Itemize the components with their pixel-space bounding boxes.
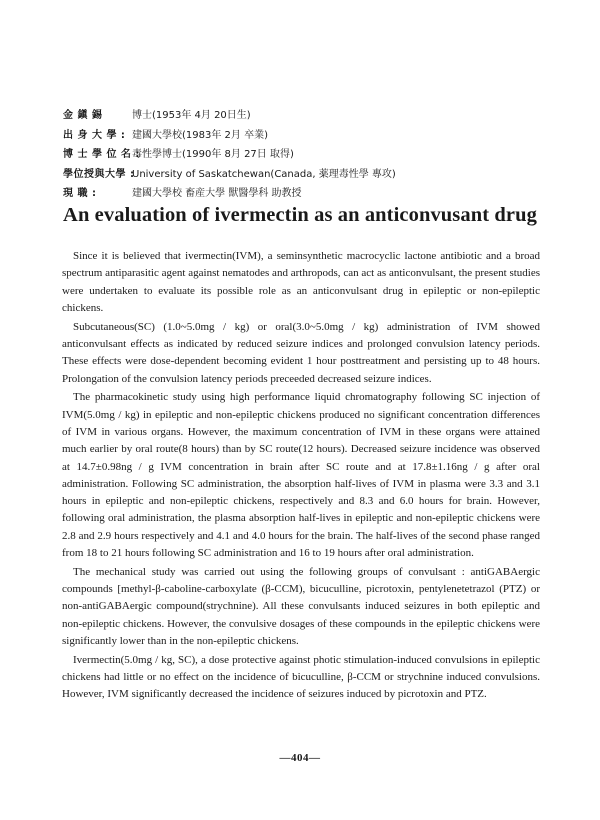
author-info-label: 現 職 :	[63, 188, 97, 199]
author-info-value: 毒性學博士(1990年 8月 27日 取得)	[132, 149, 294, 160]
paper-title: An evaluation of ivermectin as an anticonvusant drug	[63, 204, 537, 226]
author-info-label: 博 士 學 位 名 :	[63, 149, 140, 160]
abstract-paragraph: Subcutaneous(SC) (1.0~5.0mg / kg) or oral(3.0~5.0mg / kg) administration of IVM showed anticonvulsant effects as indicated by reduced seizure indices and prolonged convulsion latency periods. These effects were dose-dependent becoming evident 1 hour posttreatment and persisting up to 48 hours. Prolongation of the convulsion latency periods preceeded decreased seizure indices.	[62, 320, 540, 385]
author-info-label: 金 鎭 錫	[63, 110, 103, 121]
abstract	[62, 248, 540, 705]
author-info-value: 建國大學校(1983年 2月 卒業)	[132, 129, 268, 141]
author-info-value: 博士(1953年 4月 20日生)	[132, 110, 251, 121]
abstract-paragraph: Since it is believed that ivermectin(IVM), a seminsynthetic macrocyclic lactone antibiotic and a broad spectrum antiparasitic agent against nematodes and arthropods, can act as anticonvulsant, the present studies were undertaken to evaluate its possible role as an anticonvulsant drug in epileptic or non-epileptic chickens.	[62, 250, 540, 314]
abstract-paragraph: The pharmacokinetic study using high performance liquid chromatography following SC injection of IVM(5.0mg / kg) in epileptic and non-epileptic chickens produced no significant concentration differences of IVM in various organs. However, the maximum concentration of IVM in these organs were attained much earlier by oral route(8 hours) than by SC route(12 hours). Decreased seizure incidence was observed at 14.7±0.98ng / g IVM concentration in brain after SC route and at 17.8±1.16ng / g after oral administration. Following SC administration, the absorption half-lives of IVM in plasma were 3.3 and 3.1 hours in epileptic and non-epileptic chickens, respectively and 8.3 and 6.0 hours for brain. However, following oral administration, the plasma absorption half-lives in epileptic and non-epileptic chickens were 2.8 and 2.9 hours respectively and 4.1 and 4.0 hours for the brain. The half-lives of the second phase ranged from 18 to 21 hours following SC administration and 16 to 19 hours after oral administration.	[62, 391, 540, 560]
author-info-value: University of Saskatchewan(Canada, 薬理毒性學 專攻)	[132, 168, 396, 180]
abstract-paragraph: Ivermectin(5.0mg / kg, SC), a dose protective against photic stimulation-induced convulsions in epileptic chickens had little or no effect on the incidence of bicuculline, β-CCM or strychnine induced convulsions. However, IVM significantly decreased the incidence of seizures induced by picrotoxin and PTZ.	[62, 653, 540, 701]
author-info-value: 建國大學校 畜産大學 獸醫學科 助教授	[132, 188, 302, 199]
page-number: —404—	[279, 752, 321, 764]
abstract-paragraph: The mechanical study was carried out using the following groups of convulsant : antiGABAergic compounds [methyl-β-caboline-carboxylate (β-CCM), bicuculline, picrotoxin, pentylenetetrazol (PTZ) or non-antiGABAergic compound(strychnine). All these convulsants induced seizures in both epileptic and non-epileptic chickens. However, the convulsive dosages of these compounds in the epileptic chickens were significantly lower than in the non-epileptic chickens.	[62, 565, 540, 648]
author-name-row	[63, 106, 543, 126]
author-info-label: 學位授與大學 :	[63, 168, 135, 180]
author-position-row	[63, 184, 543, 204]
author-info	[63, 106, 543, 204]
author-granting-university-row	[63, 165, 543, 185]
author-info-label: 出 身 大 學 :	[63, 129, 126, 141]
author-degree-row	[63, 145, 543, 165]
author-university-row	[63, 126, 543, 146]
